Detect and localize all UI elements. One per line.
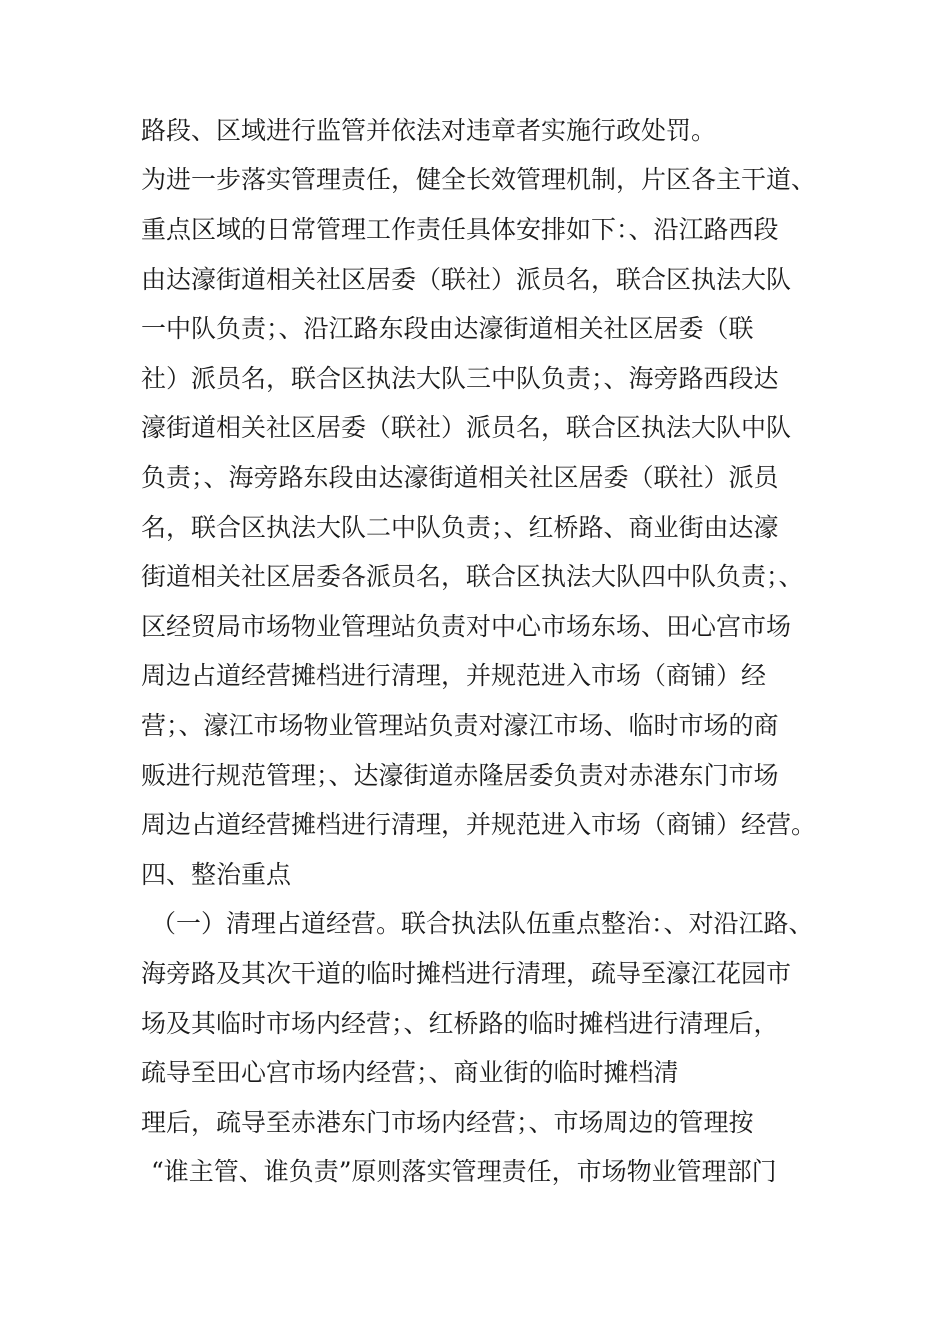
text-line: 周边占道经营摊档进行清理，并规范进入市场（商铺）经	[141, 661, 767, 690]
text-line: （一）清理占道经营。联合执法队伍重点整治：、对沿江路、	[151, 909, 814, 938]
text-line: 周边占道经营摊档进行清理，并规范进入市场（商铺）经营。	[141, 810, 817, 839]
text-line: 濠街道相关社区居委（联社）派员名，联合区执法大队中队	[141, 413, 792, 442]
text-line: 一中队负责；、沿江路东段由达濠街道相关社区居委（联	[141, 314, 754, 343]
text-line: 社）派员名，联合区执法大队三中队负责；、海旁路西段达	[141, 364, 779, 393]
text-line: 街道相关社区居委各派员名，联合区执法大队四中队负责；、	[141, 562, 804, 591]
text-line: 区经贸局市场物业管理站负责对中心市场东场、田心宫市场	[141, 612, 792, 641]
text-line: 海旁路及其次干道的临时摊档进行清理，疏导至濠江花园市	[141, 959, 792, 988]
text-line: 由达濠街道相关社区居委（联社）派员名，联合区执法大队	[141, 265, 792, 294]
text-line: 场及其临时市场内经营；、红桥路的临时摊档进行清理后，	[141, 1009, 779, 1038]
text-line: 路段、区域进行监管并依法对违章者实施行政处罚。	[141, 116, 717, 145]
text-line: 名，联合区执法大队二中队负责；、红桥路、商业街由达濠	[141, 513, 779, 542]
text-line: “谁主管、谁负责”原则落实管理责任，市场物业管理部门	[151, 1157, 777, 1186]
text-line: 理后，疏导至赤港东门市场内经营；、市场周边的管理按	[141, 1108, 754, 1137]
text-line: 负责；、海旁路东段由达濠街道相关社区居委（联社）派员	[141, 463, 779, 492]
section-heading: 四、整治重点	[141, 860, 292, 889]
text-line: 重点区域的日常管理工作责任具体安排如下：、沿江路西段	[141, 215, 779, 244]
text-line: 为进一步落实管理责任，健全长效管理机制，片区各主干道、	[141, 165, 817, 194]
text-line: 疏导至田心宫市场内经营；、商业街的临时摊档清	[141, 1058, 679, 1087]
text-line: 贩进行规范管理；、达濠街道赤隆居委负责对赤港东门市场	[141, 761, 779, 790]
text-line: 营；、濠江市场物业管理站负责对濠江市场、临时市场的商	[141, 711, 779, 740]
